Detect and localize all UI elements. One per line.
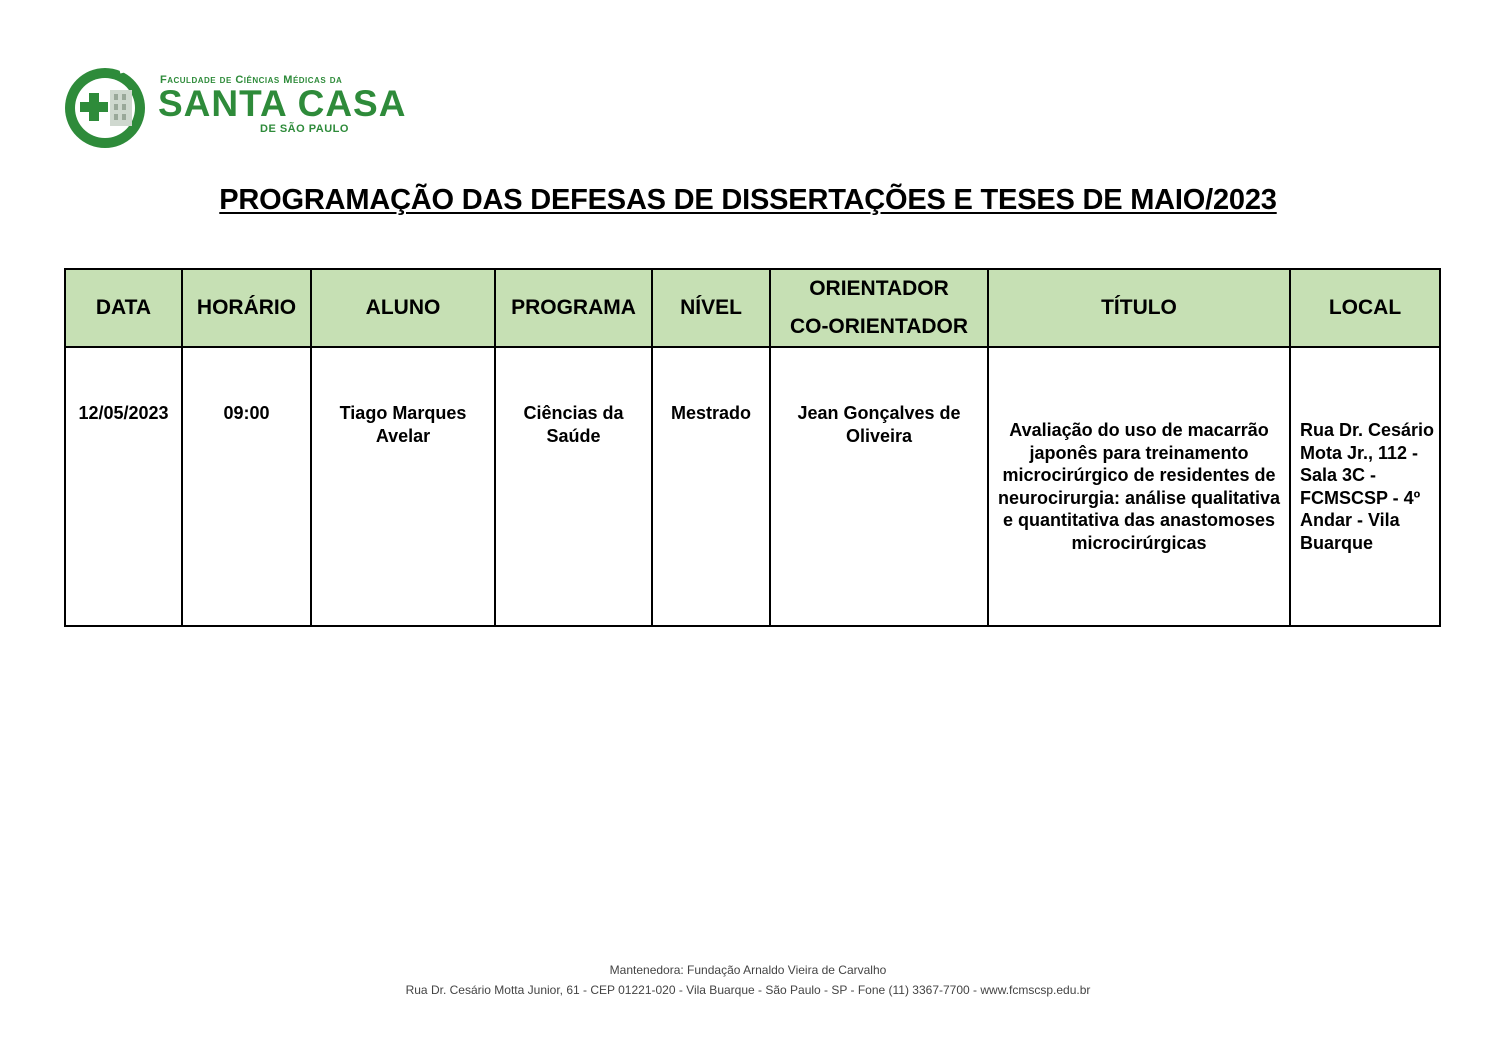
institution-logo <box>60 66 407 150</box>
footer-maintainer: Mantenedora: Fundação Arnaldo Vieira de Carvalho <box>609 963 887 977</box>
cell-titulo: Avaliação do uso de macarrão japonês para treinamento microcirúrgico de residentes de neurocirurgia: análise qualitativa e quantitativa das anastomoses microcirúrgicas <box>988 347 1290 626</box>
cell-local: Rua Dr. Cesário Mota Jr., 112 - Sala 3C - FCMSCSP - 4º Andar - Vila Buarque <box>1290 347 1440 626</box>
header-aluno: ALUNO <box>311 269 495 347</box>
header-orientador <box>770 269 988 347</box>
cell-programa: Ciências da Saúde <box>495 347 652 626</box>
logo-santa-casa-text: SANTA CASA <box>158 83 407 124</box>
cell-data: 12/05/2023 <box>65 347 182 626</box>
cell-aluno: Tiago Marques Avelar <box>311 347 495 626</box>
footer-address: Rua Dr. Cesário Motta Junior, 61 - CEP 01221-020 - Vila Buarque - São Paulo - SP - Fone (11) 3367-7700 - www.fcmscsp.edu.br <box>405 983 1091 997</box>
header-coorientador-label: CO-ORIENTADOR <box>789 315 969 338</box>
cell-nivel: Mestrado <box>652 347 770 626</box>
table-row <box>65 347 1440 626</box>
page-footer <box>0 960 1496 1000</box>
logo-faculty-text: Faculdade de Ciências Médicas da <box>160 74 343 86</box>
page-title: PROGRAMAÇÃO DAS DEFESAS DE DISSERTAÇÕES E TESES DE MAIO/2023 <box>219 184 1277 216</box>
header-titulo: TÍTULO <box>988 269 1290 347</box>
cell-horario: 09:00 <box>182 347 311 626</box>
logo-sao-paulo-text: DE SÃO PAULO <box>260 123 349 135</box>
header-local: LOCAL <box>1290 269 1440 347</box>
header-horario: HORÁRIO <box>182 269 311 347</box>
santa-casa-emblem-icon <box>60 66 150 150</box>
header-programa: PROGRAMA <box>495 269 652 347</box>
cell-orientador: Jean Gonçalves de Oliveira <box>770 347 988 626</box>
header-data: DATA <box>65 269 182 347</box>
table-header-row <box>65 269 1440 347</box>
header-nivel: NÍVEL <box>652 269 770 347</box>
defense-schedule-table <box>64 268 1441 627</box>
header-orientador-label: ORIENTADOR <box>809 277 949 300</box>
